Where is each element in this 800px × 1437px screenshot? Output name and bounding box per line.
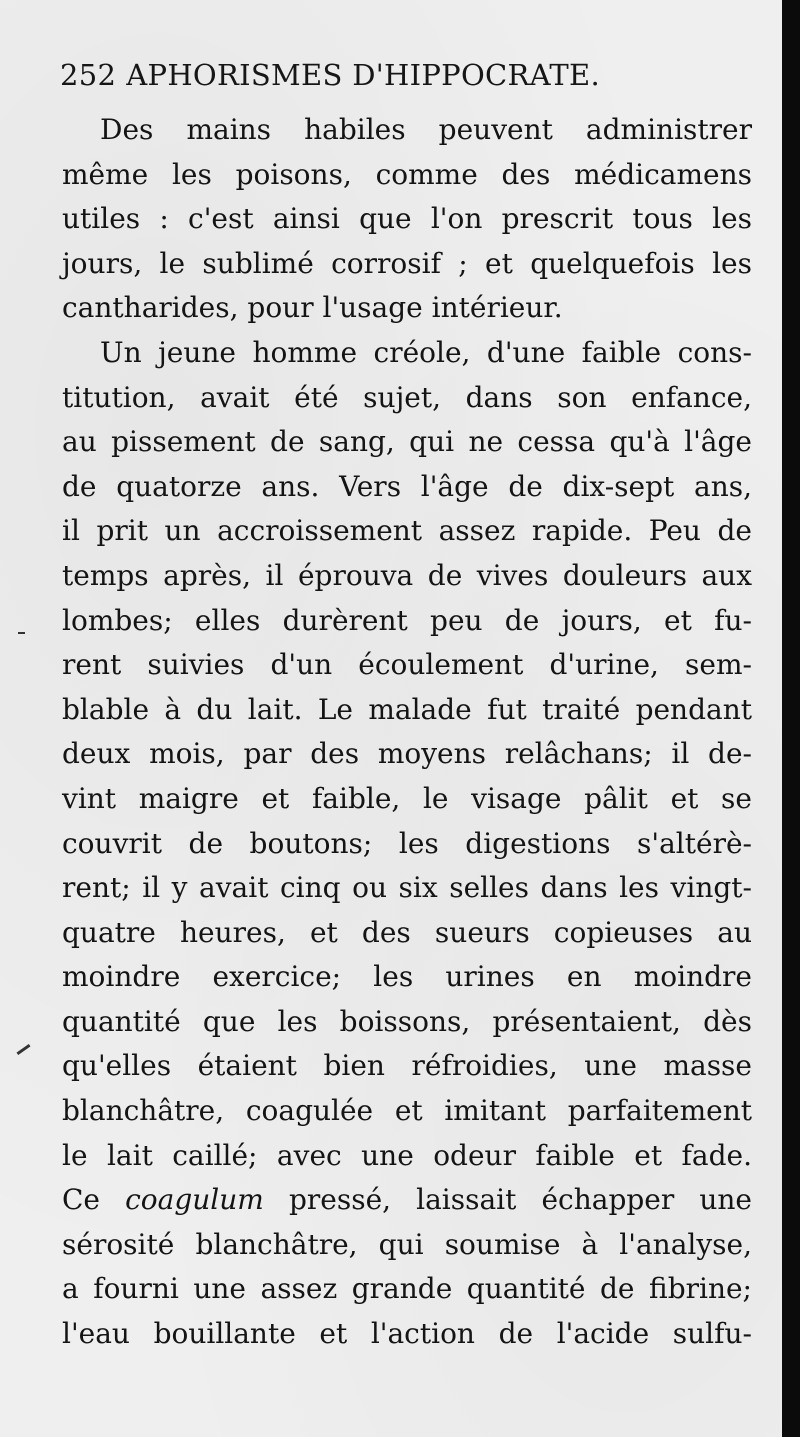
text-line: temps après, il éprouva de vives douleurs aux — [62, 558, 752, 592]
margin-mark — [16, 1044, 30, 1055]
page-edge-shadow — [782, 0, 800, 1437]
text-line: titution, avait été sujet, dans son enfance, — [62, 380, 752, 414]
text-line: rent suivies d'un écoulement d'urine, sem- — [62, 648, 752, 682]
text-line: même les poisons, comme des médicamens — [62, 157, 752, 191]
text-line: vint maigre et faible, le visage pâlit et se — [62, 781, 752, 815]
text-line: blable à du lait. Le malade fut traité pendant — [62, 692, 752, 726]
text-line: qu'elles étaient bien réfroidies, une masse — [62, 1049, 752, 1083]
text-line: quatre heures, et des sueurs copieuses au — [62, 915, 752, 949]
text-line: Un jeune homme créole, d'une faible cons- — [100, 335, 752, 369]
text-line: moindre exercice; les urines en moindre — [62, 960, 752, 994]
italic-term: coagulum — [125, 1183, 264, 1217]
text-line: blanchâtre, coagulée et imitant parfaitement — [62, 1094, 752, 1128]
text-line: lombes; elles durèrent peu de jours, et fu- — [62, 603, 752, 637]
text-line: l'eau bouillante et l'action de l'acide sulfu- — [62, 1317, 752, 1351]
text-line: au pissement de sang, qui ne cessa qu'à l'âge — [62, 425, 752, 459]
text-line: il prit un accroissement assez rapide. Peu de — [62, 514, 752, 548]
text-line: couvrit de boutons; les digestions s'altérè- — [62, 826, 752, 860]
text-line — [62, 1178, 752, 1223]
text-line: cantharides, pour l'usage intérieur. — [62, 291, 563, 325]
text-line: a fourni une assez grande quantité de fibrine; — [62, 1272, 752, 1306]
text-line: jours, le sublimé corrosif ; et quelquefois les — [62, 246, 752, 280]
text-line: sérosité blanchâtre, qui soumise à l'analyse, — [62, 1227, 752, 1261]
running-header — [60, 58, 600, 92]
text-line: quantité que les boissons, présentaient, dès — [62, 1004, 752, 1038]
text-line: rent; il y avait cinq ou six selles dans les vingt- — [62, 871, 752, 905]
running-title: APHORISMES D'HIPPOCRATE. — [126, 58, 600, 92]
text-line: Des mains habiles peuvent administrer — [100, 113, 752, 146]
text-line: de quatorze ans. Vers l'âge de dix-sept ans, — [62, 469, 752, 503]
text-line: le lait caillé; avec une odeur faible et fade. — [62, 1138, 752, 1172]
page-number: 252 — [60, 58, 117, 92]
text-fragment: Ce — [62, 1183, 100, 1217]
margin-mark — [18, 632, 25, 634]
text-line: utiles : c'est ainsi que l'on prescrit tous les — [62, 202, 752, 236]
text-fragment: pressé, laissait échapper une — [288, 1183, 753, 1217]
text-line: deux mois, par des moyens relâchans; il de- — [62, 737, 752, 771]
page-body — [62, 108, 752, 1357]
